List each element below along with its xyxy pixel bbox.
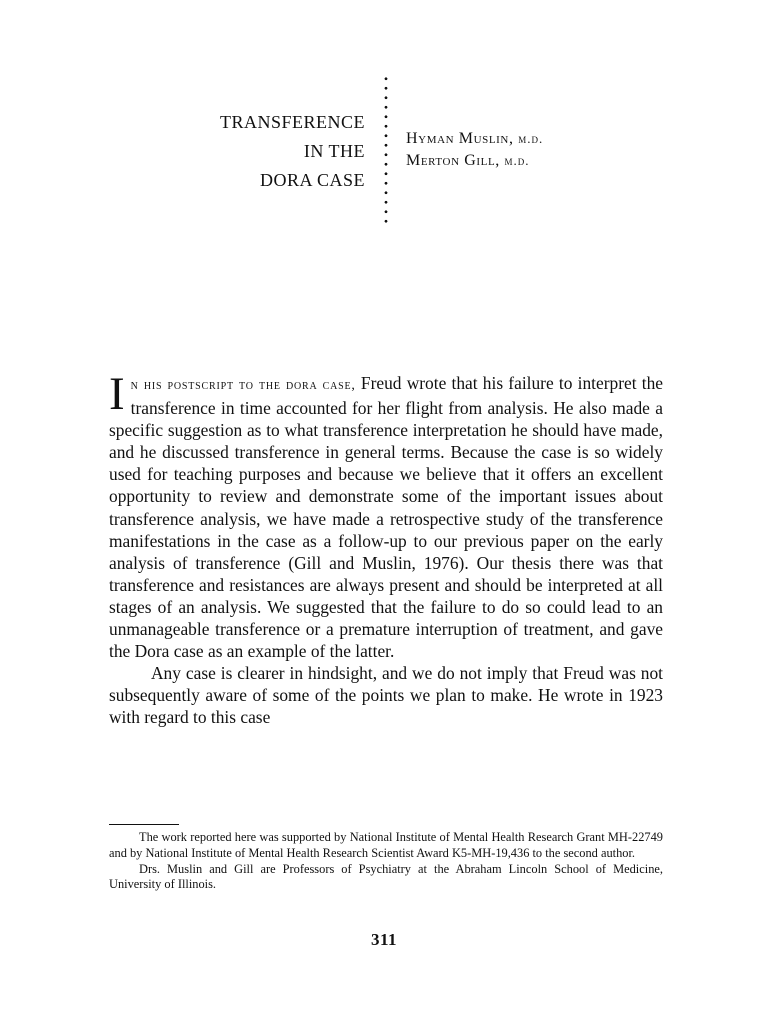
author-1	[406, 128, 543, 150]
footnote-1: The work reported here was supported by National Institute of Mental Health Research Grant MH-22749 and by National Institute of Mental Health Research Scientist Award K5-MH-19,436 to the second author.	[109, 830, 663, 860]
page-number: 311	[370, 930, 398, 949]
author-2-name: Merton Gill,	[406, 152, 500, 169]
lead-in-smallcaps: n his postscript to the dora case,	[130, 378, 356, 393]
footnote-rule	[109, 824, 179, 825]
author-1-name: Hyman Muslin,	[406, 130, 514, 147]
paragraph-1	[109, 368, 663, 662]
drop-cap: I	[109, 368, 125, 420]
author-list	[406, 128, 543, 172]
author-1-degree: m.d.	[518, 131, 544, 146]
dotted-divider	[383, 74, 389, 226]
article-body	[109, 368, 663, 729]
footnotes	[109, 830, 663, 893]
paragraph-2: Any case is clearer in hindsight, and we do not imply that Freud was not subsequently aware of some of the points we plan to make. He wrote in 1923 with regard to this case	[109, 663, 663, 728]
paragraph-1-text: Freud wrote that his failure to interpret the transference in time accounted for her flight from analysis. He also made a specific suggestion as to what transference interpretation he should have made, and he discussed transference in general terms. Because the case is so widely used for teaching purposes and because we believe that it offers an excellent opportunity to review and demonstrate some of the important issues about transference analysis, we have made a retrospective study of the transference manifestations in the case as a follow-up to our previous paper on the early analysis of transference (Gill and Muslin, 1976). Our thesis there was that transference and resistances are always present and should be interpreted at all stages of an analysis. We suggested that the failure to do so could lead to an unmanageable transference or a premature interruption of treatment, and gave the Dora case as an example of the latter.	[109, 373, 663, 662]
article-title	[150, 108, 365, 195]
footnote-2: Drs. Muslin and Gill are Professors of Psychiatry at the Abraham Lincoln School of Medicine, University of Illinois.	[109, 861, 663, 892]
title-line-3: DORA CASE	[259, 170, 365, 190]
author-2-degree: m.d.	[504, 153, 530, 168]
title-line-1: TRANSFERENCE	[219, 112, 365, 132]
title-line-2: IN THE	[303, 141, 365, 161]
author-2	[406, 150, 543, 172]
